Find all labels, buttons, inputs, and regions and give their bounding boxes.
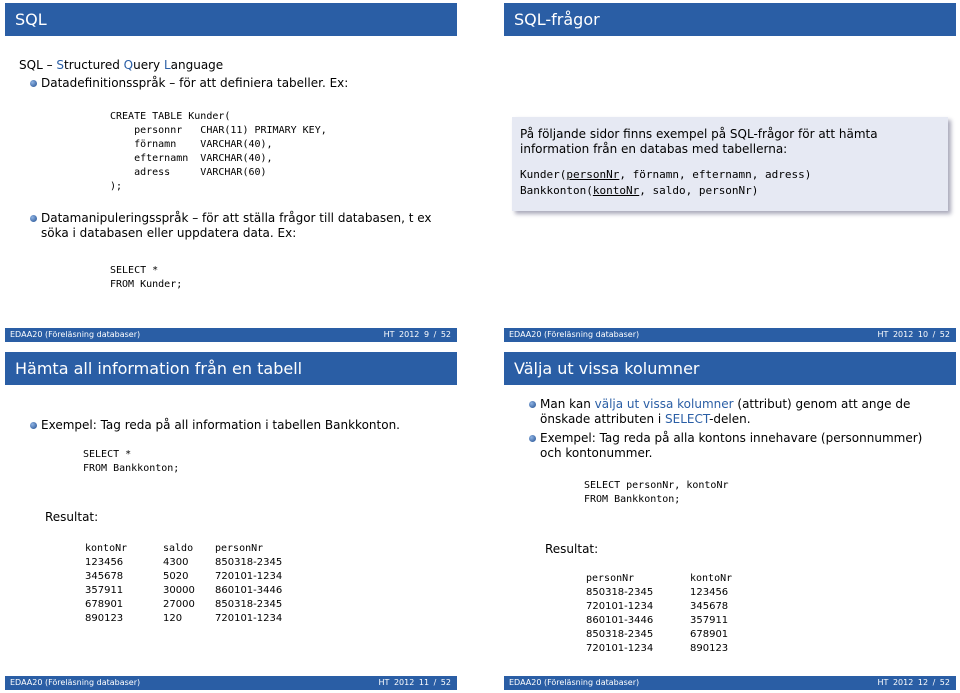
- table-cell: 720101-1234: [215, 571, 283, 582]
- table-header-row: [586, 572, 770, 586]
- table-cell: 678901: [85, 599, 124, 610]
- slide-header: [5, 352, 457, 385]
- result-table: [85, 542, 305, 626]
- table-row: [586, 642, 770, 656]
- create-table-code: CREATE TABLE Kunder( personnr CHAR(11) PRIMARY KEY, förnamn VARCHAR(40), efternamn VARCHAR(40), adress VARCHAR(60) );: [110, 111, 327, 192]
- acronym-letter-s: S: [56, 58, 65, 72]
- result-label: Resultat:: [545, 542, 599, 556]
- slide-title: Välja ut vissa kolumner: [514, 359, 700, 378]
- result-table: [586, 572, 770, 656]
- column-header: saldo: [163, 543, 194, 554]
- slide-header: [504, 3, 956, 36]
- table-cell: 720101-1234: [586, 643, 654, 654]
- table-cell: 678901: [690, 629, 729, 640]
- bullet-icon: [529, 435, 536, 442]
- info-box: [512, 117, 948, 211]
- table-cell: 850318-2345: [586, 629, 654, 640]
- column-header: kontoNr: [690, 573, 733, 584]
- table-cell: 860101-3446: [215, 585, 283, 596]
- table-cell: 120: [163, 613, 183, 624]
- table-cell: 720101-1234: [215, 613, 283, 624]
- table-cell: 27000: [163, 599, 195, 610]
- bullet-icon: [30, 80, 37, 87]
- acronym-letter-q: Q: [123, 58, 134, 72]
- slide-footer: EDAA20 (Föreläsning databaser) HT 2012 12 / 52: [504, 676, 956, 690]
- slide-title: Hämta all information från en tabell: [15, 359, 303, 378]
- table-row: [586, 586, 770, 600]
- table-cell: 890123: [85, 613, 124, 624]
- primary-key-kontonr: kontoNr: [592, 184, 640, 197]
- table-cell: 123456: [690, 587, 729, 598]
- table-cell: 890123: [690, 643, 729, 654]
- table-cell: 850318-2345: [215, 599, 283, 610]
- table-row: [85, 584, 305, 598]
- info-box-text: På följande sidor finns exempel på SQL-frågor för att hämta information från en databas med tabellerna:: [520, 127, 878, 156]
- slide-title: SQL: [15, 10, 47, 29]
- bullet-icon: [30, 422, 37, 429]
- table-cell: 357911: [85, 585, 124, 596]
- column-header: personNr: [215, 543, 264, 554]
- select-code: SELECT personNr, kontoNr FROM Bankkonton;: [584, 480, 729, 505]
- table-row: [586, 628, 770, 642]
- table-row: [85, 556, 305, 570]
- table-row: [85, 598, 305, 612]
- select-code: SELECT * FROM Kunder;: [110, 265, 183, 290]
- intro-line: SQL – Structured Query Language: [19, 58, 224, 72]
- table-row: [586, 600, 770, 614]
- table-row: [85, 570, 305, 584]
- slide-hamta-all-information: Hämta all information från en tabell Exempel: Tag reda på all information i tabellen Bankkonton. SELECT * FROM Bankkonton; Resultat: kontoNr saldo personNr 123456 4300 850318-2345 345678 5020 720101-1234 357911 30000 860101-3446 678901 27000 850318-2345 890123 120 720101-1234 EDAA20 (Föreläsning databaser) HT 2012 11 / 52: [5, 352, 457, 690]
- acronym-letter-l: L: [163, 58, 171, 72]
- table-cell: 345678: [690, 601, 729, 612]
- table-cell: 850318-2345: [215, 557, 283, 568]
- slide-header: [504, 352, 956, 385]
- primary-key-personnr: personNr: [566, 168, 620, 181]
- table-cell: 4300: [163, 557, 189, 568]
- result-label: Resultat:: [45, 510, 99, 524]
- slide-footer: EDAA20 (Föreläsning databaser) HT 2012 11 / 52: [5, 676, 457, 690]
- table-row: [586, 614, 770, 628]
- slide-valja-ut-kolumner: Välja ut vissa kolumner Man kan välja ut vissa kolumner (attribut) genom att ange de önskade attributen i SELECT-delen. Exempel: Tag reda på alla kontons innehavare (personnummer) och kontonummer. SELECT personNr, kontoNr FROM Bankkonton; Resultat: personNr kontoNr 850318-2345 123456 720101-1234 345678 860101-3446 357911 850318-2345 678901 720101-1234 890123 EDAA20 (Föreläsning databaser) HT 2012 12 / 52: [504, 352, 956, 690]
- slide-title: SQL-frågor: [514, 10, 600, 29]
- slide-header: [5, 3, 457, 36]
- table-cell: 30000: [163, 585, 195, 596]
- slide-footer: EDAA20 (Föreläsning databaser) HT 2012 10 / 52: [504, 328, 956, 342]
- table-cell: 860101-3446: [586, 615, 654, 626]
- schema-code: Kunder(personNr, förnamn, efternamn, adress) Bankkonton(kontoNr, saldo, personNr): [520, 168, 812, 197]
- table-row: [85, 612, 305, 626]
- table-cell: 357911: [690, 615, 729, 626]
- table-cell: 5020: [163, 571, 189, 582]
- slide-footer: EDAA20 (Föreläsning databaser) HT 2012 9 / 52: [5, 328, 457, 342]
- column-header: kontoNr: [85, 543, 128, 554]
- table-cell: 123456: [85, 557, 124, 568]
- bullet-icon: [529, 401, 536, 408]
- table-cell: 850318-2345: [586, 587, 654, 598]
- select-code: SELECT * FROM Bankkonton;: [83, 449, 180, 474]
- slide-sql: SQL SQL – Structured Query Language Datadefinitionsspråk – för att definiera tabeller. Ex: CREATE TABLE Kunder( personnr CHAR(11) PRIMARY KEY, förnamn VARCHAR(40), efternamn VARCHAR(40), adress VARCHAR(60) ); Datamanipuleringsspråk – för att ställa frågor till databasen, t ex söka i databasen eller uppdatera data. Ex: SELECT * FROM Kunder; EDAA20 (Föreläsning databaser) HT 2012 9 / 52: [5, 3, 457, 341]
- column-header: personNr: [586, 573, 635, 584]
- table-header-row: [85, 542, 305, 556]
- table-cell: 720101-1234: [586, 601, 654, 612]
- table-cell: 345678: [85, 571, 124, 582]
- bullet-icon: [30, 215, 37, 222]
